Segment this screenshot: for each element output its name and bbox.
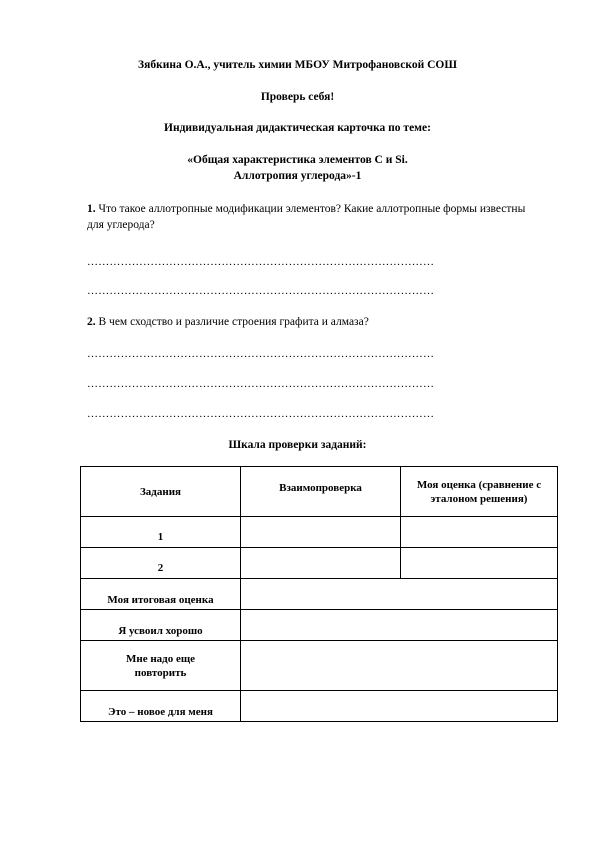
- summary-value-cell[interactable]: [241, 610, 558, 641]
- topic-line-2: Аллотропия углерода»-1: [233, 170, 362, 182]
- summary-label: Моя итоговая оценка: [81, 579, 241, 610]
- summary-row: [81, 641, 558, 691]
- summary-label: Мне надо еще повторить: [81, 641, 241, 691]
- answer-line: …………………………………………………………………………………: [87, 408, 435, 420]
- check-title: Проверь себя!: [260, 91, 335, 103]
- summary-label: Это – новое для меня: [81, 691, 241, 722]
- self-grade-cell[interactable]: [401, 517, 558, 548]
- card-title: Индивидуальная дидактическая карточка по теме:: [164, 122, 431, 134]
- summary-label: Я усвоил хорошо: [81, 610, 241, 641]
- table-row: [81, 517, 558, 548]
- question-2: [87, 314, 527, 330]
- summary-value-cell[interactable]: [241, 579, 558, 610]
- summary-row: [81, 579, 558, 610]
- answer-line: …………………………………………………………………………………: [87, 256, 435, 268]
- topic-line-1: «Общая характеристика элементов С и Si.: [187, 154, 408, 166]
- scale-table: [80, 466, 558, 722]
- table-row: [81, 548, 558, 579]
- peer-check-cell[interactable]: [241, 517, 401, 548]
- task-number-cell: 2: [81, 548, 241, 579]
- answer-line: …………………………………………………………………………………: [87, 348, 435, 360]
- question-1: [87, 201, 527, 233]
- question-number: 1.: [87, 203, 96, 215]
- question-text: Что такое аллотропные модификации элементов? Какие аллотропные формы известны для углерода?: [87, 203, 526, 231]
- question-number: 2.: [87, 316, 96, 328]
- table-header-row: [81, 467, 558, 517]
- column-header-tasks: Задания: [81, 467, 241, 517]
- summary-value-cell[interactable]: [241, 691, 558, 722]
- self-grade-cell[interactable]: [401, 548, 558, 579]
- answer-line: …………………………………………………………………………………: [87, 285, 435, 297]
- answer-line: …………………………………………………………………………………: [87, 378, 435, 390]
- summary-row: [81, 610, 558, 641]
- summary-value-cell[interactable]: [241, 641, 558, 691]
- task-number-cell: 1: [81, 517, 241, 548]
- column-header-peer-check: Взаимопроверка: [241, 467, 401, 517]
- question-text: В чем сходство и различие строения графита и алмаза?: [95, 316, 369, 328]
- column-header-self-grade: Моя оценка (сравнение с эталоном решения): [401, 467, 558, 517]
- author-line: Зябкина О.А., учитель химии МБОУ Митрофановской СОШ: [138, 59, 457, 71]
- scale-title: Шкала проверки заданий:: [228, 439, 367, 451]
- summary-row: [81, 691, 558, 722]
- peer-check-cell[interactable]: [241, 548, 401, 579]
